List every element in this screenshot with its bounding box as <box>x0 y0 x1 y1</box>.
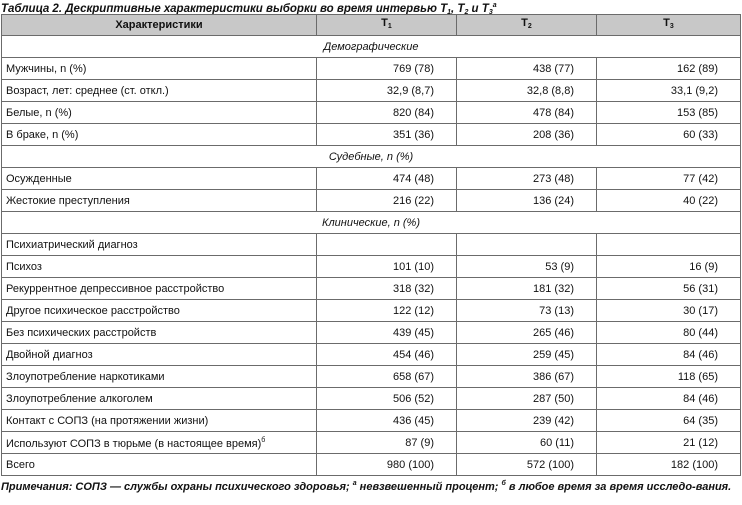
row-label-text: Рекуррентное депрессивное расстройство <box>6 282 225 295</box>
table-header-row <box>2 15 741 36</box>
cell-t1: 658 (67) <box>317 366 457 388</box>
row-label <box>2 234 317 256</box>
row-label-text: Контакт с СОПЗ (на протяжении жизни) <box>6 414 209 427</box>
row-label-text: Двойной диагноз <box>6 348 93 361</box>
cell-t2: 73 (13) <box>457 300 597 322</box>
row-label-text: Злоупотребление наркотиками <box>6 370 165 383</box>
cell-t2: 265 (46) <box>457 322 597 344</box>
cell-t3: 40 (22) <box>597 190 741 212</box>
cell-t3: 21 (12) <box>597 432 741 454</box>
row-label-text: Белые, n (%) <box>6 106 72 119</box>
section-row <box>2 212 741 234</box>
table-row <box>2 432 741 454</box>
row-label <box>2 454 317 476</box>
cell-t1: 87 (9) <box>317 432 457 454</box>
row-label <box>2 410 317 432</box>
cell-t3: 16 (9) <box>597 256 741 278</box>
row-label-text: Злоупотребление алкоголем <box>6 392 153 405</box>
row-label <box>2 256 317 278</box>
cell-t1: 122 (12) <box>317 300 457 322</box>
cell-t2: 273 (48) <box>457 168 597 190</box>
notes-text-a: невзвешенный процент; <box>356 481 502 493</box>
row-label-text: Жестокие преступления <box>6 194 130 207</box>
cell-t2: 239 (42) <box>457 410 597 432</box>
caption-sep-2: и T <box>468 3 489 14</box>
cell-t1: 980 (100) <box>317 454 457 476</box>
row-label <box>2 102 317 124</box>
row-label-text: Мужчины, n (%) <box>6 62 87 75</box>
header-t3-sub: 3 <box>669 23 674 30</box>
table-row <box>2 410 741 432</box>
cell-t1: 769 (78) <box>317 58 457 80</box>
notes-sup-b: б <box>501 480 506 487</box>
table-row <box>2 124 741 146</box>
table-body <box>2 36 741 476</box>
cell-t2 <box>457 234 597 256</box>
cell-t2: 181 (32) <box>457 278 597 300</box>
table-row <box>2 388 741 410</box>
row-label <box>2 80 317 102</box>
row-label-text: Осужденные <box>6 172 72 185</box>
header-t3 <box>597 15 741 36</box>
table-row <box>2 454 741 476</box>
row-label-text: Возраст, лет: среднее (ст. откл.) <box>6 84 169 97</box>
row-label-text: Используют СОПЗ в тюрьме (в настоящее время) <box>6 438 262 450</box>
cell-t2: 478 (84) <box>457 102 597 124</box>
cell-t1: 351 (36) <box>317 124 457 146</box>
caption-sub-3: 3 <box>488 9 493 14</box>
row-label-text: Без психических расстройств <box>6 326 157 339</box>
cell-t1: 820 (84) <box>317 102 457 124</box>
row-label-text: Психоз <box>6 260 42 273</box>
table-row <box>2 344 741 366</box>
table-row <box>2 300 741 322</box>
cell-t1: 436 (45) <box>317 410 457 432</box>
cell-t1: 439 (45) <box>317 322 457 344</box>
row-label <box>2 190 317 212</box>
section-row <box>2 146 741 168</box>
table-row <box>2 102 741 124</box>
row-label-text: Всего <box>6 458 35 471</box>
cell-t1: 474 (48) <box>317 168 457 190</box>
row-label <box>2 388 317 410</box>
caption-sub-2: 2 <box>464 9 469 14</box>
row-label <box>2 300 317 322</box>
cell-t2: 572 (100) <box>457 454 597 476</box>
row-label-text: В браке, n (%) <box>6 128 79 141</box>
table-row <box>2 234 741 256</box>
table-row <box>2 278 741 300</box>
header-characteristics: Характеристики <box>2 15 317 36</box>
cell-t2: 136 (24) <box>457 190 597 212</box>
section-label: Клинические, n (%) <box>2 212 741 234</box>
row-label-sup: б <box>261 437 266 444</box>
caption-sub-1: 1 <box>447 9 452 14</box>
row-label <box>2 124 317 146</box>
cell-t1: 506 (52) <box>317 388 457 410</box>
header-t1-label: T <box>381 17 388 29</box>
table-row <box>2 58 741 80</box>
cell-t1: 454 (46) <box>317 344 457 366</box>
cell-t3: 118 (65) <box>597 366 741 388</box>
caption-sep-1: , T <box>451 3 465 14</box>
row-label <box>2 366 317 388</box>
section-label: Демографические <box>2 36 741 58</box>
header-t1-sub: 1 <box>387 23 392 30</box>
cell-t2: 438 (77) <box>457 58 597 80</box>
cell-t2: 208 (36) <box>457 124 597 146</box>
table-caption <box>1 0 741 14</box>
section-row <box>2 36 741 58</box>
notes-text-b: в любое время за время исследо-вания. <box>505 481 732 493</box>
table-row <box>2 80 741 102</box>
cell-t1: 216 (22) <box>317 190 457 212</box>
cell-t2: 60 (11) <box>457 432 597 454</box>
cell-t3: 84 (46) <box>597 344 741 366</box>
cell-t3: 153 (85) <box>597 102 741 124</box>
caption-text: Таблица 2. Дескриптивные характеристики выборки во время интервью T <box>1 3 448 14</box>
cell-t3: 33,1 (9,2) <box>597 80 741 102</box>
cell-t2: 287 (50) <box>457 388 597 410</box>
row-label <box>2 168 317 190</box>
notes-text: Примечания: СОПЗ — службы охраны психического здоровья; <box>1 481 353 493</box>
row-label-text: Психиатрический диагноз <box>6 238 138 251</box>
table-row <box>2 366 741 388</box>
cell-t2: 386 (67) <box>457 366 597 388</box>
cell-t3: 30 (17) <box>597 300 741 322</box>
cell-t1: 318 (32) <box>317 278 457 300</box>
header-t2-label: T <box>521 17 528 29</box>
cell-t3: 182 (100) <box>597 454 741 476</box>
header-t2 <box>457 15 597 36</box>
table-row <box>2 256 741 278</box>
cell-t2: 32,8 (8,8) <box>457 80 597 102</box>
cell-t3: 56 (31) <box>597 278 741 300</box>
characteristics-table <box>1 14 741 476</box>
cell-t1: 101 (10) <box>317 256 457 278</box>
section-label: Судебные, n (%) <box>2 146 741 168</box>
row-label <box>2 278 317 300</box>
table-row <box>2 168 741 190</box>
cell-t3: 162 (89) <box>597 58 741 80</box>
header-t3-label: T <box>663 17 670 29</box>
cell-t3 <box>597 234 741 256</box>
cell-t3: 60 (33) <box>597 124 741 146</box>
row-label <box>2 344 317 366</box>
cell-t3: 84 (46) <box>597 388 741 410</box>
cell-t2: 259 (45) <box>457 344 597 366</box>
notes-sup-a: а <box>352 480 357 487</box>
row-label-text: Другое психическое расстройство <box>6 304 180 317</box>
caption-sup: а <box>492 2 497 9</box>
row-label <box>2 58 317 80</box>
row-label <box>2 432 317 454</box>
cell-t3: 64 (35) <box>597 410 741 432</box>
cell-t2: 53 (9) <box>457 256 597 278</box>
table-row <box>2 190 741 212</box>
cell-t1 <box>317 234 457 256</box>
header-t2-sub: 2 <box>527 23 532 30</box>
table-row <box>2 322 741 344</box>
table-notes <box>1 477 736 494</box>
cell-t1: 32,9 (8,7) <box>317 80 457 102</box>
cell-t3: 80 (44) <box>597 322 741 344</box>
row-label <box>2 322 317 344</box>
header-t1 <box>317 15 457 36</box>
cell-t3: 77 (42) <box>597 168 741 190</box>
